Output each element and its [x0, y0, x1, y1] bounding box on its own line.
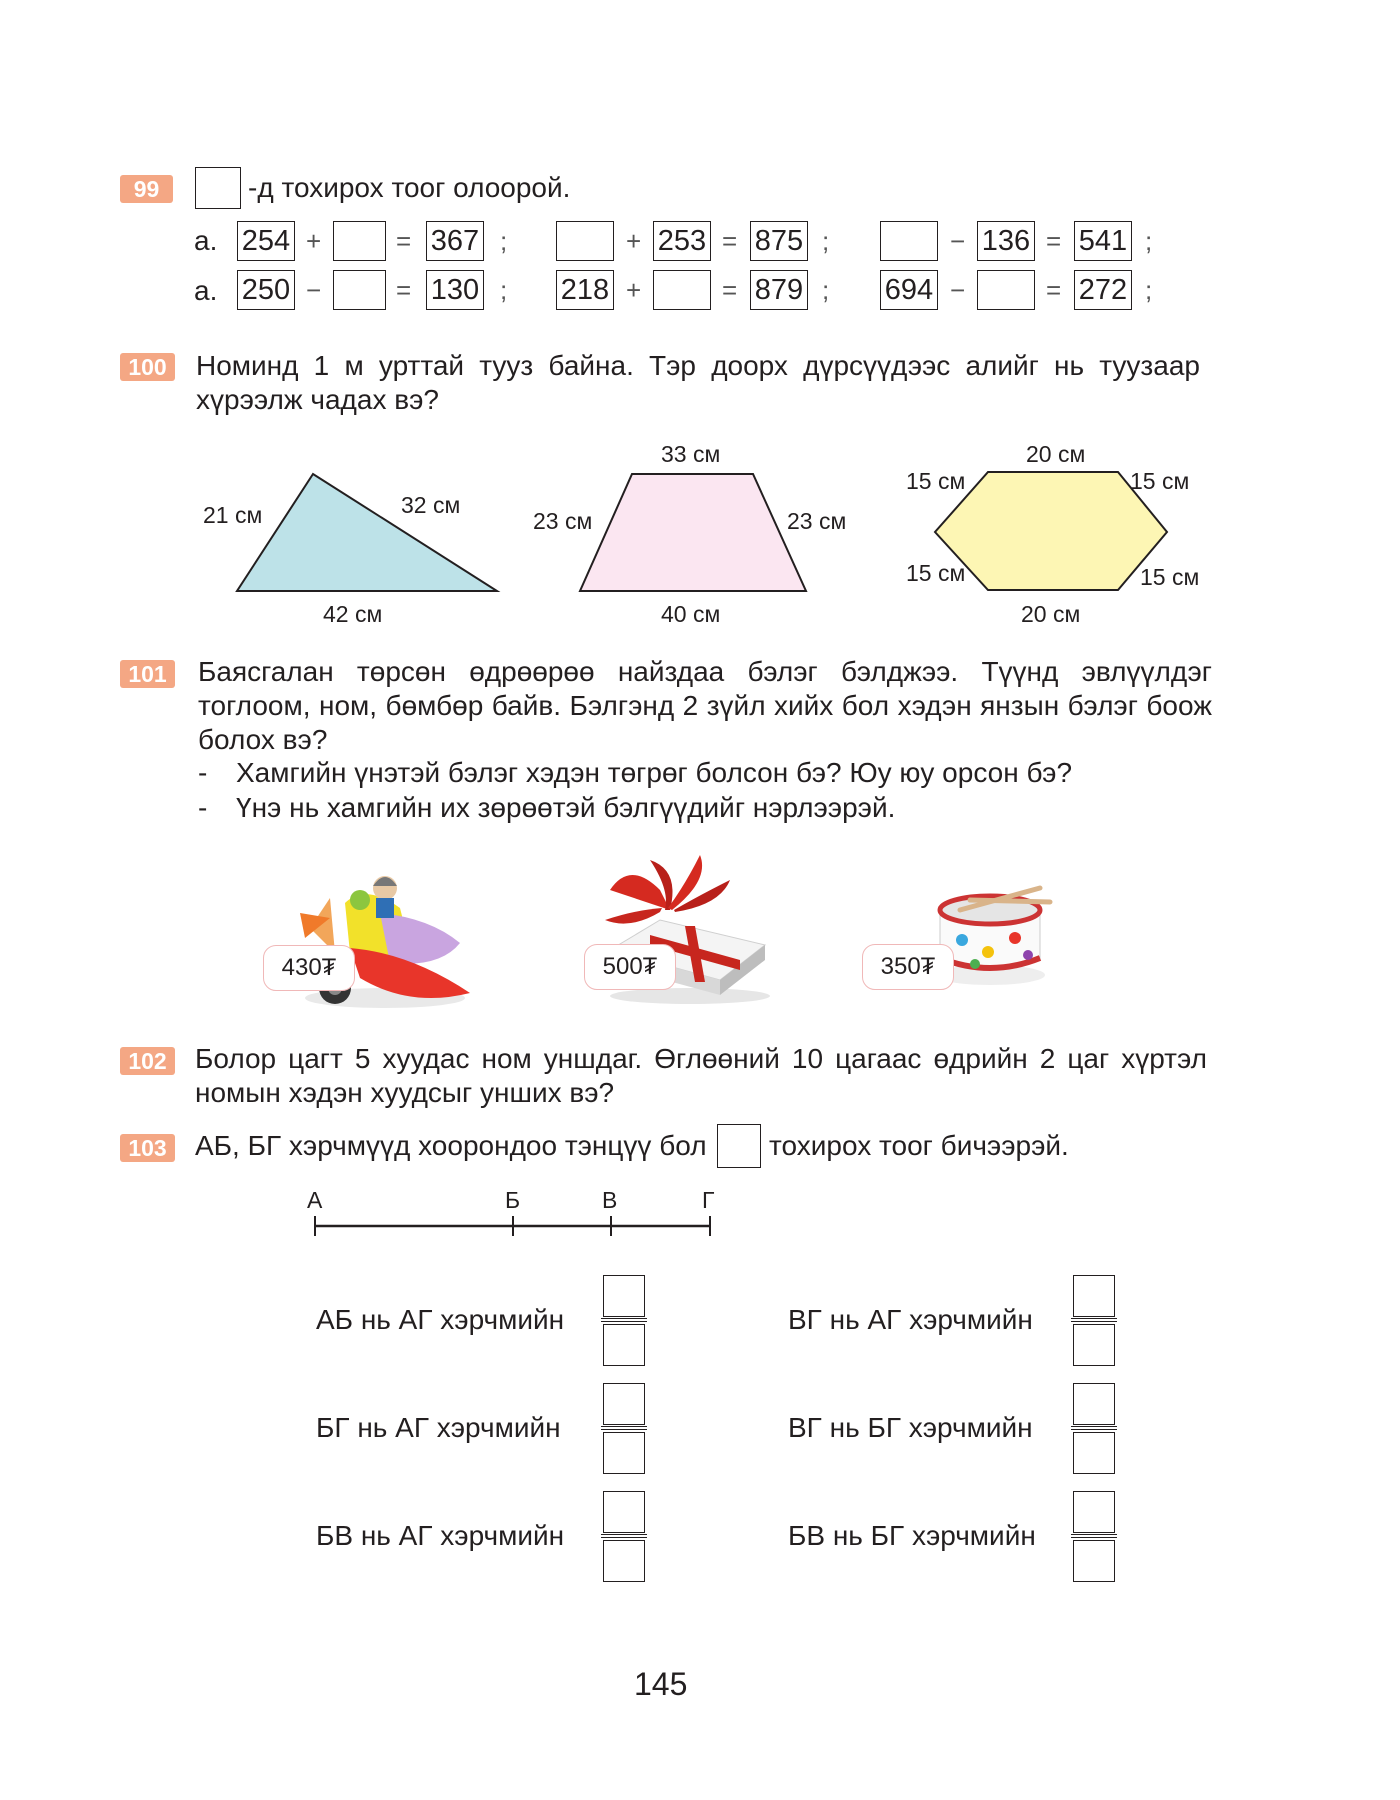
hexagon-top-label: 20 см [1026, 441, 1086, 467]
denominator-box[interactable] [1073, 1324, 1115, 1366]
trapezoid-top-label: 33 см [661, 441, 721, 467]
trapezoid-shape [580, 474, 806, 591]
price-tag-drum: 350₮ [862, 944, 954, 990]
eq6-a: 694 [880, 270, 938, 310]
hexagon-top-right-label: 15 см [1130, 468, 1190, 494]
p100-text: Номинд 1 м урттай тууз байна. Тэр доорх дүрсүүдээс алийг нь туузаар хүрээлж чадах вэ? [196, 350, 1200, 415]
equals: = [722, 275, 738, 305]
eq3-op: − [950, 226, 966, 256]
eq5-op: + [626, 275, 642, 305]
fraction-label: БГ нь АГ хэрчмийн [316, 1412, 561, 1443]
fraction-label: БВ нь БГ хэрчмийн [788, 1520, 1036, 1551]
answer-box[interactable] [717, 1124, 761, 1168]
eq1-op: + [306, 226, 322, 256]
eq4-op: − [306, 275, 322, 305]
p103-text-after: тохирох тоог бичээрэй. [769, 1130, 1069, 1161]
toy-airplane-image [290, 858, 480, 1018]
price-tag-airplane: 430₮ [263, 945, 355, 991]
eq3-r: 541 [1074, 221, 1132, 261]
eq3-b: 136 [977, 221, 1035, 261]
numerator-box[interactable] [1073, 1275, 1115, 1317]
triangle-left-label: 21 см [203, 502, 263, 528]
fraction-bar [601, 1318, 647, 1322]
equals: = [396, 275, 412, 305]
denominator-box[interactable] [603, 1324, 645, 1366]
eq1-a: 254 [237, 221, 295, 261]
equals: = [1046, 275, 1062, 305]
hexagon-top-left-label: 15 см [906, 468, 966, 494]
fraction-label: ВГ нь БГ хэрчмийн [788, 1412, 1033, 1443]
fraction-bar [1071, 1426, 1117, 1430]
separator: ; [822, 226, 830, 256]
p103-text-before: АБ, БГ хэрчмүүд хоорондоо тэнцүү бол [195, 1130, 707, 1161]
eq2-r: 875 [750, 221, 808, 261]
eq6-r: 272 [1074, 270, 1132, 310]
fraction-bar [601, 1534, 647, 1538]
p101-text: Баясгалан төрсөн өдрөөрөө найздаа бэлэг бэлджээ. Түүнд эвлүүлдэг тоглоом, ном, бөмбөр байв. Бэлгэнд 2 зүйл хийх бол хэдэн янзын бэлэг боож болох вэ? [198, 656, 1212, 755]
row-label: а. [194, 275, 218, 306]
hexagon-bottom-right-label: 15 см [1140, 564, 1200, 590]
eq6-op: − [950, 275, 966, 305]
numerator-box[interactable] [1073, 1491, 1115, 1533]
row-label: а. [194, 225, 218, 256]
numerator-box[interactable] [603, 1275, 645, 1317]
problem-number-102: 102 [120, 1047, 175, 1075]
price-tag-book: 500₮ [584, 944, 676, 990]
fraction-label: ВГ нь АГ хэрчмийн [788, 1304, 1033, 1335]
point-a: А [307, 1187, 323, 1213]
fraction-bar [1071, 1318, 1117, 1322]
equals: = [396, 226, 412, 256]
p102-text: Болор цагт 5 хуудас ном уншдаг. Өглөөний 10 цагаас өдрийн 2 цаг хүртэл номын хэдэн хуудсыг унших вэ? [195, 1043, 1207, 1108]
trapezoid-right-label: 23 см [787, 508, 847, 534]
fraction-bar [601, 1426, 647, 1430]
fraction-label: АБ нь АГ хэрчмийн [316, 1304, 565, 1335]
bullet-dash: - [198, 792, 208, 823]
separator: ; [500, 275, 508, 305]
fraction-bar [1071, 1534, 1117, 1538]
bullet-dash: - [198, 757, 208, 788]
separator: ; [1145, 226, 1153, 256]
eq1-r: 367 [426, 221, 484, 261]
trapezoid-left-label: 23 см [533, 508, 593, 534]
problem-number-103: 103 [120, 1134, 175, 1162]
eq4-r: 130 [426, 270, 484, 310]
denominator-box[interactable] [1073, 1432, 1115, 1474]
denominator-box[interactable] [603, 1540, 645, 1582]
separator: ; [1145, 275, 1153, 305]
p101-bullet-1: Хамгийн үнэтэй бэлэг хэдэн төгрөг болсон бэ? Юу юу орсон бэ? [236, 757, 1073, 788]
point-v: В [602, 1187, 618, 1213]
eq4-a: 250 [237, 270, 295, 310]
eq2-b: 253 [653, 221, 711, 261]
numerator-box[interactable] [603, 1383, 645, 1425]
triangle-bottom-label: 42 см [323, 601, 383, 627]
separator: ; [822, 275, 830, 305]
trapezoid-bottom-label: 40 см [661, 601, 721, 627]
numerator-box[interactable] [603, 1491, 645, 1533]
numerator-box[interactable] [1073, 1383, 1115, 1425]
eq2-op: + [626, 226, 642, 256]
point-g: Г [702, 1187, 715, 1213]
point-b: Б [505, 1187, 521, 1213]
segment-line [300, 1210, 730, 1250]
problem-number-100: 100 [120, 353, 175, 381]
eq5-a: 218 [556, 270, 614, 310]
denominator-box[interactable] [1073, 1540, 1115, 1582]
equals: = [722, 226, 738, 256]
equals: = [1046, 226, 1062, 256]
p99-instruction: -д тохирох тоог олоорой. [248, 172, 571, 203]
eq5-r: 879 [750, 270, 808, 310]
problem-number-99: 99 [120, 175, 173, 203]
denominator-box[interactable] [603, 1432, 645, 1474]
hexagon-bottom-left-label: 15 см [906, 560, 966, 586]
hexagon-bottom-label: 20 см [1021, 601, 1081, 627]
separator: ; [500, 226, 508, 256]
problem-number-101: 101 [120, 660, 175, 688]
fraction-label: БВ нь АГ хэрчмийн [316, 1520, 565, 1551]
page-number: 145 [634, 1666, 688, 1702]
triangle-right-label: 32 см [401, 492, 461, 518]
p101-bullet-2: Үнэ нь хамгийн их зөрөөтэй бэлгүүдийг нэрлээрэй. [236, 792, 896, 823]
